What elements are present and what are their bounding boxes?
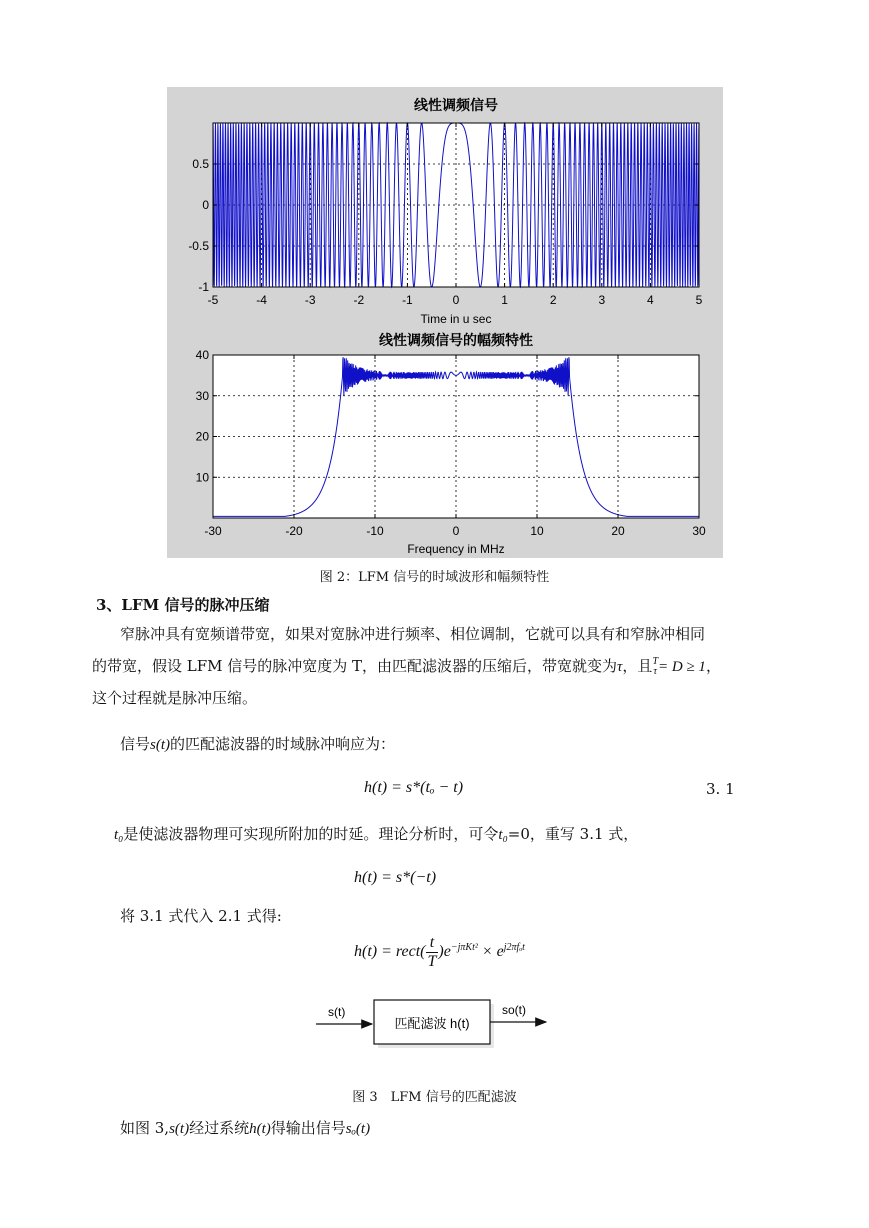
x-tick-label: -20 <box>285 524 303 538</box>
para3 <box>114 818 638 851</box>
y-tick-label: -0.5 <box>188 239 209 253</box>
x-tick-label: -1 <box>402 293 413 307</box>
para2-signal: s(t) <box>150 737 171 753</box>
x-tick-label: 0 <box>452 293 460 307</box>
para3-a: 是使滤波器物理可实现所附加的时延。理论分析时，可令 <box>123 825 499 843</box>
x-tick-label: -10 <box>366 524 384 538</box>
x-tick-label: -4 <box>256 293 267 307</box>
y-tick-label: 20 <box>195 429 209 444</box>
para5-h: h(t) <box>249 1121 271 1137</box>
x-tick-label: 1 <box>501 293 508 307</box>
figure-2-plots <box>167 87 723 558</box>
x-tick-label: 10 <box>530 524 544 538</box>
y-tick-label: 10 <box>195 470 209 485</box>
ratio-condition: = D ≥ 1 <box>658 659 706 675</box>
equation-3-1: h(t) = s*(tₒ − t) <box>364 779 464 796</box>
para2-pre: 信号 <box>120 735 151 753</box>
para4: 将 3.1 式代入 2.1 式得: <box>120 907 282 925</box>
x-tick-label: 3 <box>598 293 606 307</box>
x-tick-label: -5 <box>207 293 219 307</box>
eq3-fraction <box>426 934 439 971</box>
eq3-den: T <box>427 953 437 970</box>
x-tick-label: 4 <box>647 293 654 307</box>
figure-2 <box>167 87 723 558</box>
para2-post: 的匹配滤波器的时域脉冲响应为： <box>170 735 396 753</box>
chart-title-2: 线性调频信号的幅频特性 <box>379 332 533 348</box>
para1-line3: 这个过程就是脉冲压缩。 <box>92 689 258 707</box>
x-tick-label: 2 <box>549 293 557 307</box>
para5-a: 如图 3, <box>120 1119 170 1137</box>
input-label: s(t) <box>328 1005 346 1019</box>
para5-so: sₒ(t) <box>345 1121 371 1137</box>
x-tick-label: 5 <box>695 293 703 307</box>
x-tick-label: 30 <box>692 524 706 538</box>
eq3-times: × e <box>477 943 504 961</box>
eq3-rhs: )e <box>438 943 451 961</box>
t0-symbol: t₀ <box>114 827 124 843</box>
output-label: so(t) <box>502 1003 526 1017</box>
y-tick-label: 0 <box>202 198 209 212</box>
x-tick-label: -3 <box>304 293 316 307</box>
y-tick-label: -1 <box>198 280 209 294</box>
x-axis-label-1: Time in u sec <box>420 312 492 326</box>
para1-line2b: ，且 <box>622 657 653 675</box>
para1-line2c: ， <box>705 657 721 675</box>
eq3-lhs: h(t) = rect( <box>354 943 426 961</box>
x-axis-label-2: Frequency in MHz <box>407 542 505 556</box>
para3-b: =0，重写 3.1 式， <box>507 825 639 843</box>
para2 <box>120 728 395 761</box>
para5 <box>120 1112 370 1145</box>
equation-3-1-number: 3. 1 <box>706 780 735 798</box>
eq3-exp2: j2πfₒt <box>503 941 525 953</box>
para1-line2 <box>92 650 721 683</box>
eq3-exp1: −jπKt² <box>450 941 478 953</box>
eq3-num: t <box>426 934 439 953</box>
para5-c: 得输出信号 <box>270 1119 346 1137</box>
x-tick-label: 0 <box>452 524 460 538</box>
tau-symbol: τ <box>617 659 623 675</box>
equation-2: h(t) = s*(−t) <box>354 869 437 886</box>
ratio-den: τ <box>653 666 658 677</box>
figure-3-diagram <box>310 990 560 1060</box>
y-tick-label: 40 <box>195 348 209 362</box>
para5-b: 经过系统 <box>189 1119 250 1137</box>
section-title: 3、LFM 信号的脉冲压缩 <box>96 596 270 614</box>
para1-line2a: 的带宽，假设 LFM 信号的脉冲宽度为 T，由匹配滤波器的压缩后，带宽就变为 <box>92 657 618 675</box>
t0-symbol-2: t₀ <box>498 827 508 843</box>
filter-box-label: 匹配滤波 h(t) <box>394 1016 470 1031</box>
para1-line1: 窄脉冲具有宽频谱带宽，如果对宽脉冲进行频率、相位调制，它就可以具有和窄脉冲相同 <box>120 625 706 643</box>
figure-2-caption: 图 2：LFM 信号的时域波形和幅频特性 <box>319 570 550 585</box>
x-tick-label: 20 <box>611 524 625 538</box>
equation-3 <box>354 934 525 971</box>
x-tick-label: -2 <box>353 293 365 307</box>
ratio-num: T <box>652 656 658 667</box>
chart-title-1: 线性调频信号 <box>414 97 498 113</box>
x-tick-label: -30 <box>204 524 222 538</box>
y-tick-label: 0.5 <box>192 157 209 171</box>
y-tick-label: 30 <box>195 388 209 403</box>
figure-3-caption: 图 3 LFM 信号的匹配滤波 <box>352 1090 517 1105</box>
para5-s: s(t) <box>169 1121 190 1137</box>
